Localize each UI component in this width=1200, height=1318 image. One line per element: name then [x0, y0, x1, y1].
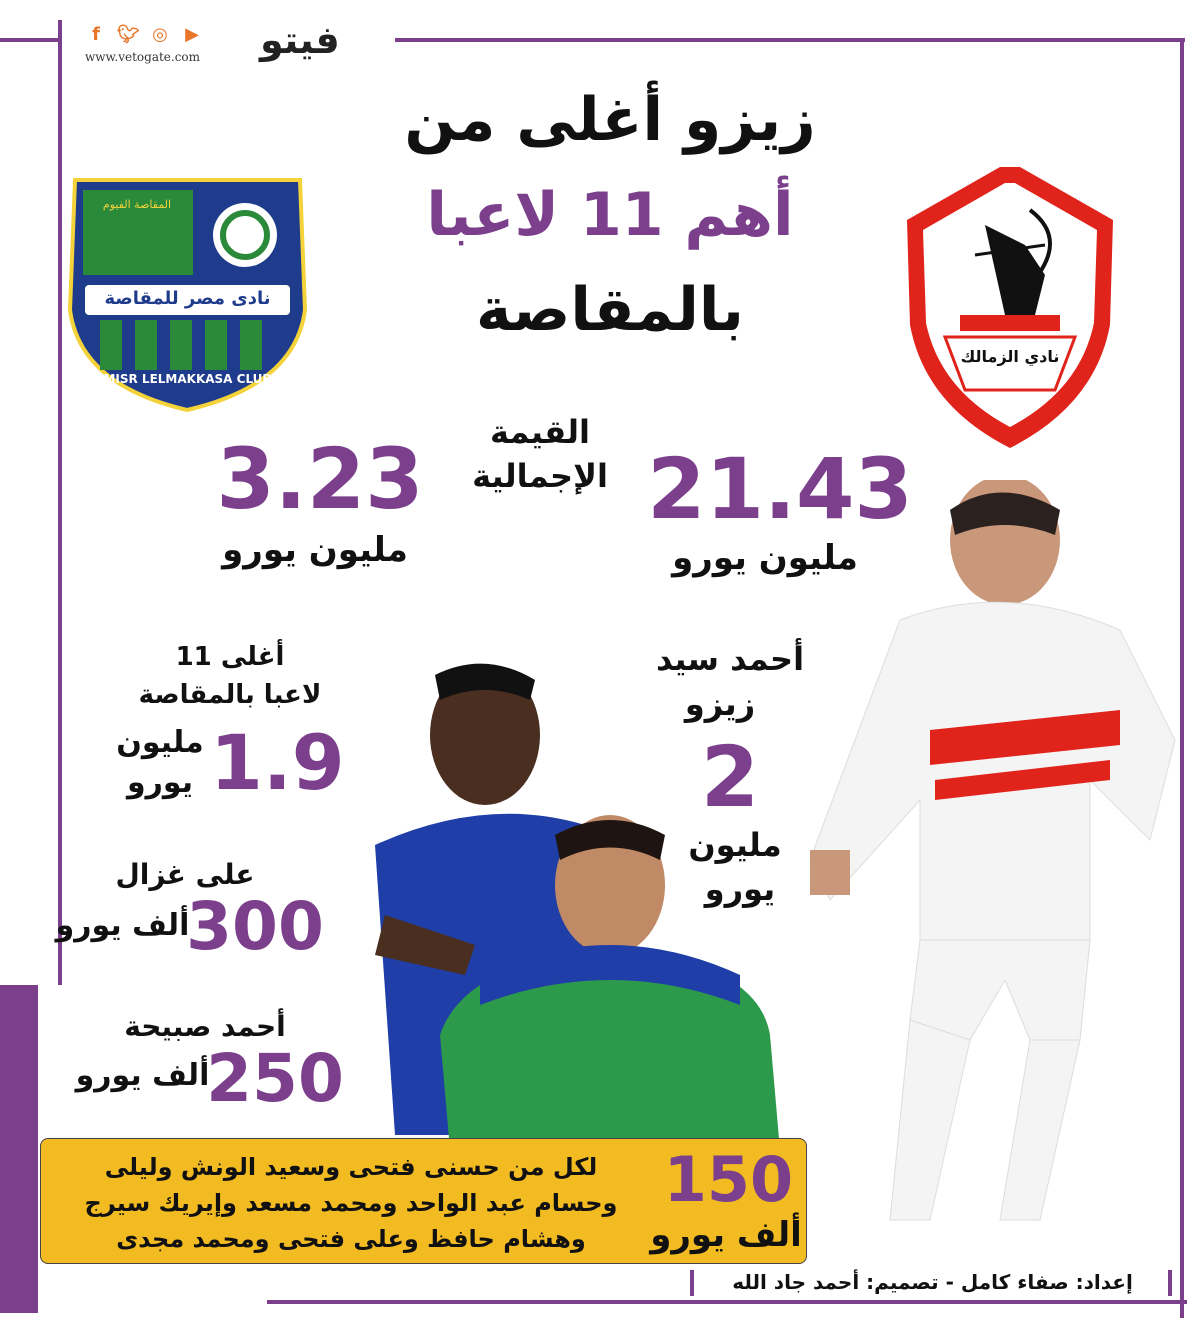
player2-unit: ألف يورو: [55, 908, 190, 943]
instagram-icon[interactable]: ◎: [152, 24, 168, 45]
footer-box-text-line1: لكل من حسنى فتحى وسعيد الونش وليلى: [104, 1153, 598, 1181]
makkasa-player2-photo: [440, 805, 780, 1150]
zizo-photo: [790, 480, 1200, 1260]
player1-name: أغلى 11: [175, 642, 285, 672]
website-url[interactable]: www.vetogate.com: [85, 50, 201, 64]
makkasa-english-name: MISR LELMAKKASA CLUB: [103, 372, 272, 386]
title-line1: زيزو أغلى من: [404, 85, 816, 155]
youtube-icon[interactable]: ▶: [185, 24, 199, 45]
makkasa-total-value: 3.23: [216, 430, 424, 528]
zizo-value: 2: [700, 728, 760, 826]
credits-divider-right: [1168, 1270, 1172, 1296]
title-line3: بالمقاصة: [476, 275, 744, 345]
player2-name: على غزال: [115, 858, 255, 891]
player2-value: 300: [186, 888, 324, 965]
zamalek-total-value: 21.43: [647, 440, 913, 538]
frame-bottom-line: [267, 1300, 1187, 1304]
footer-box-unit: ألف يورو: [650, 1215, 802, 1255]
zizo-name-line1: أحمد سيد: [655, 640, 805, 678]
frame-top-right-line: [395, 38, 1185, 42]
player3-value: 250: [206, 1040, 344, 1117]
zamalek-total-unit: مليون يورو: [672, 538, 858, 578]
makkasa-arabic-name: نادى مصر للمقاصة: [104, 288, 271, 309]
zizo-unit-line2: يورو: [704, 870, 776, 908]
player1-unit: مليون: [116, 725, 204, 760]
frame-top-left-line: [0, 38, 60, 42]
footer-box-text-line2: وحسام عبد الواحد ومحمد مسعد وإيريك سيرج: [84, 1189, 618, 1217]
facebook-icon[interactable]: f: [92, 24, 100, 45]
brand-logo: فيتو: [260, 18, 340, 62]
credits-divider-left: [690, 1270, 694, 1296]
makkasa-total-unit: مليون يورو: [222, 530, 408, 570]
footer-box-text-line3: وهشام حافظ وعلى فتحى ومحمد مجدى: [116, 1225, 586, 1253]
twitter-icon[interactable]: 🐦︎: [117, 24, 140, 45]
footer-box: [40, 1138, 807, 1264]
makkasa-logo: [55, 160, 320, 415]
player3-unit: ألف يورو: [75, 1058, 210, 1093]
player1-name2: لاعبا بالمقاصة: [138, 680, 322, 710]
credits: إعداد: صفاء كامل - تصميم: أحمد جاد الله: [732, 1270, 1133, 1294]
player1-unit2: يورو: [127, 765, 193, 800]
header: [75, 18, 385, 68]
title-line2: أهم 11 لاعبا: [426, 180, 794, 250]
zizo-unit-line1: مليون: [688, 826, 782, 864]
footer-box-value: 150: [663, 1143, 794, 1216]
zizo-name-line2: زيزو: [684, 685, 756, 723]
player3-name: أحمد صبيحة: [124, 1010, 286, 1043]
frame-left-block: [0, 985, 38, 1313]
makkasa-top-text: المقاصة الفيوم: [102, 198, 172, 211]
zamalek-logo: [905, 165, 1115, 450]
social-icons: [85, 24, 203, 45]
total-label: القيمة الإجمالية: [472, 413, 608, 495]
zamalek-name: نادي الزمالك: [960, 347, 1060, 366]
player1-value: 1.9: [210, 718, 345, 807]
